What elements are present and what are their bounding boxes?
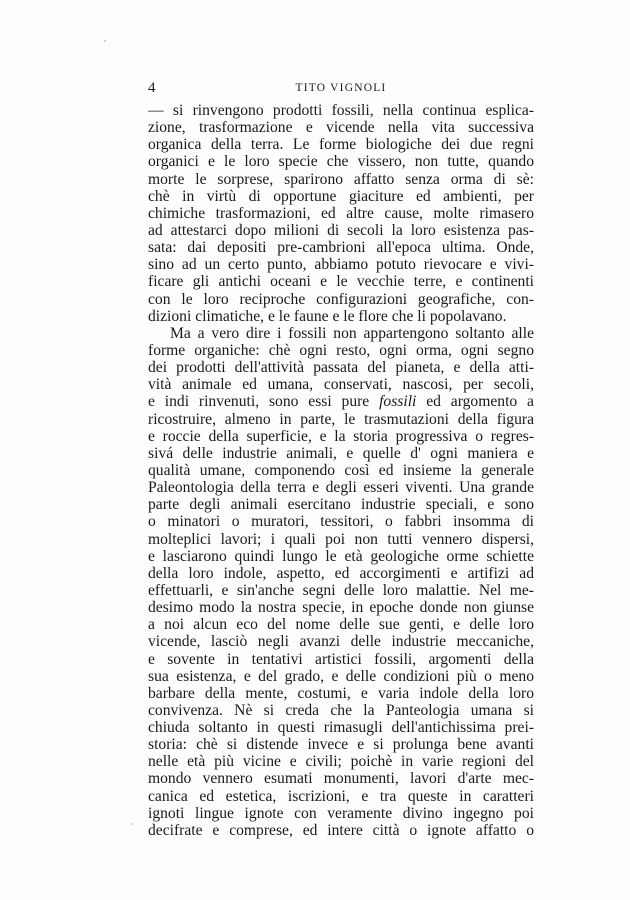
text-line: ignoti lingue ignote con veramente divino ingegno poi (148, 804, 534, 822)
text-line: chè in virtù di opportune giaciture ed ambienti, per (148, 187, 534, 205)
text-line: molteplici lavori; i quali poi non tutti vennero dispersi, (148, 530, 534, 548)
text-line: sivá delle industrie animali, e quelle d' ogni maniera e (148, 444, 534, 462)
body-text (148, 102, 534, 839)
text-line: nelle età più vicine e civili; poichè in varie regioni del (148, 753, 534, 771)
text-line: e sovente in tentativi artistici fossili, argomenti della (148, 650, 534, 668)
text-line: storia: chè si distende invece e si prolunga bene avanti (148, 736, 534, 754)
text-line: desimo modo la nostra specie, in epoche donde non giunse (148, 599, 534, 617)
text-line: sua esistenza, e del grado, e delle condizioni più o meno (148, 667, 534, 685)
running-title: TITO VIGNOLI (295, 82, 387, 94)
line-tail: ed argomento a (426, 393, 534, 411)
text-line: forme organiche: chè ogni resto, ogni orma, ogni segno (148, 341, 534, 359)
text-line: effettuarli, e sin'anche segni delle loro malattie. Nel me- (148, 581, 534, 599)
paragraph-start-line: Ma a vero dire i fossili non appartengono soltanto alle (170, 324, 534, 342)
text-line: sata: dai depositi pre-cambrioni all'epoca ultima. Onde, (148, 239, 534, 257)
text-line: parte degli animali esercitano industrie speciali, e sono (148, 496, 534, 514)
text-line: — si rinvengono prodotti fossili, nella continua esplica- (148, 102, 534, 119)
text-line: chiuda soltanto in questi rimasugli dell'antichissima prei- (148, 719, 534, 737)
text-line: Paleontologia della terra e degli esseri viventi. Una grande (148, 479, 534, 497)
text-line: e roccie della superficie, e la storia progressiva o regres- (148, 427, 534, 445)
text-line: con le loro reciproche configurazioni geografiche, con- (148, 290, 534, 308)
text-line: mondo vennero esumati monumenti, lavori d'arte mec- (148, 770, 534, 788)
paper-speck (104, 40, 106, 42)
text-line: barbare della mente, costumi, e varia indole della loro (148, 684, 534, 702)
italic-word: fossili (379, 393, 417, 411)
text-line: vicende, lasciò negli avanzi delle industrie meccaniche, (148, 633, 534, 651)
text-line: dizioni climatiche, e le faune e le flore che li popolavano. (148, 307, 507, 325)
text-line: a noi alcun eco del nome delle sue genti, e delle loro (148, 616, 534, 634)
text-line: organica della terra. Le forme biologiche dei due regni (148, 136, 534, 154)
running-head (148, 80, 534, 100)
text-line: chimiche trasformazioni, ed altre cause, molte rimasero (148, 204, 534, 222)
text-line: ad attestarci dopo milioni di secoli la loro esistenza pas- (148, 221, 534, 239)
text-line: vità animale ed umana, conservati, nascosi, per secoli, (148, 376, 534, 394)
text-line: qualità umane, componendo così ed insieme la generale (148, 461, 534, 479)
line-head: e indi rinvenuti, sono essi pure (148, 393, 370, 411)
text-line: convivenza. Nè si creda che la Panteologia umana si (148, 701, 534, 719)
text-line: e lasciarono quindi lungo le età geologiche orme schiette (148, 547, 534, 565)
text-line: della loro indole, aspetto, ed accorgimenti e artifizi ad (148, 564, 534, 582)
text-line: sino ad un certo punto, abbiamo potuto rievocare e vivi- (148, 256, 534, 274)
text-line: ficare gli antichi oceani e le vecchie terre, e continenti (148, 273, 534, 291)
text-line: decifrate e comprese, ed intere città o ignote affatto o (148, 821, 534, 839)
text-line: organici e le loro specie che vissero, non tutte, quando (148, 153, 534, 171)
text-line-with-italic (148, 393, 534, 410)
paper-speck (131, 823, 133, 825)
text-line: canica ed estetica, iscrizioni, e tra queste in caratteri (148, 787, 534, 805)
text-line: zione, trasformazione e vicende nella vita successiva (148, 119, 534, 137)
text-line: o minatori o muratori, tessitori, o fabbri insomma di (148, 513, 534, 531)
text-line: dei prodotti dell'attività passata del pianeta, e della atti- (148, 359, 534, 377)
text-line: morte le sorprese, sparirono affatto senza orma di sè: (148, 170, 534, 188)
text-line: ricostruire, almeno in parte, le trasmutazioni della figura (148, 410, 534, 428)
page-number: 4 (148, 80, 156, 96)
